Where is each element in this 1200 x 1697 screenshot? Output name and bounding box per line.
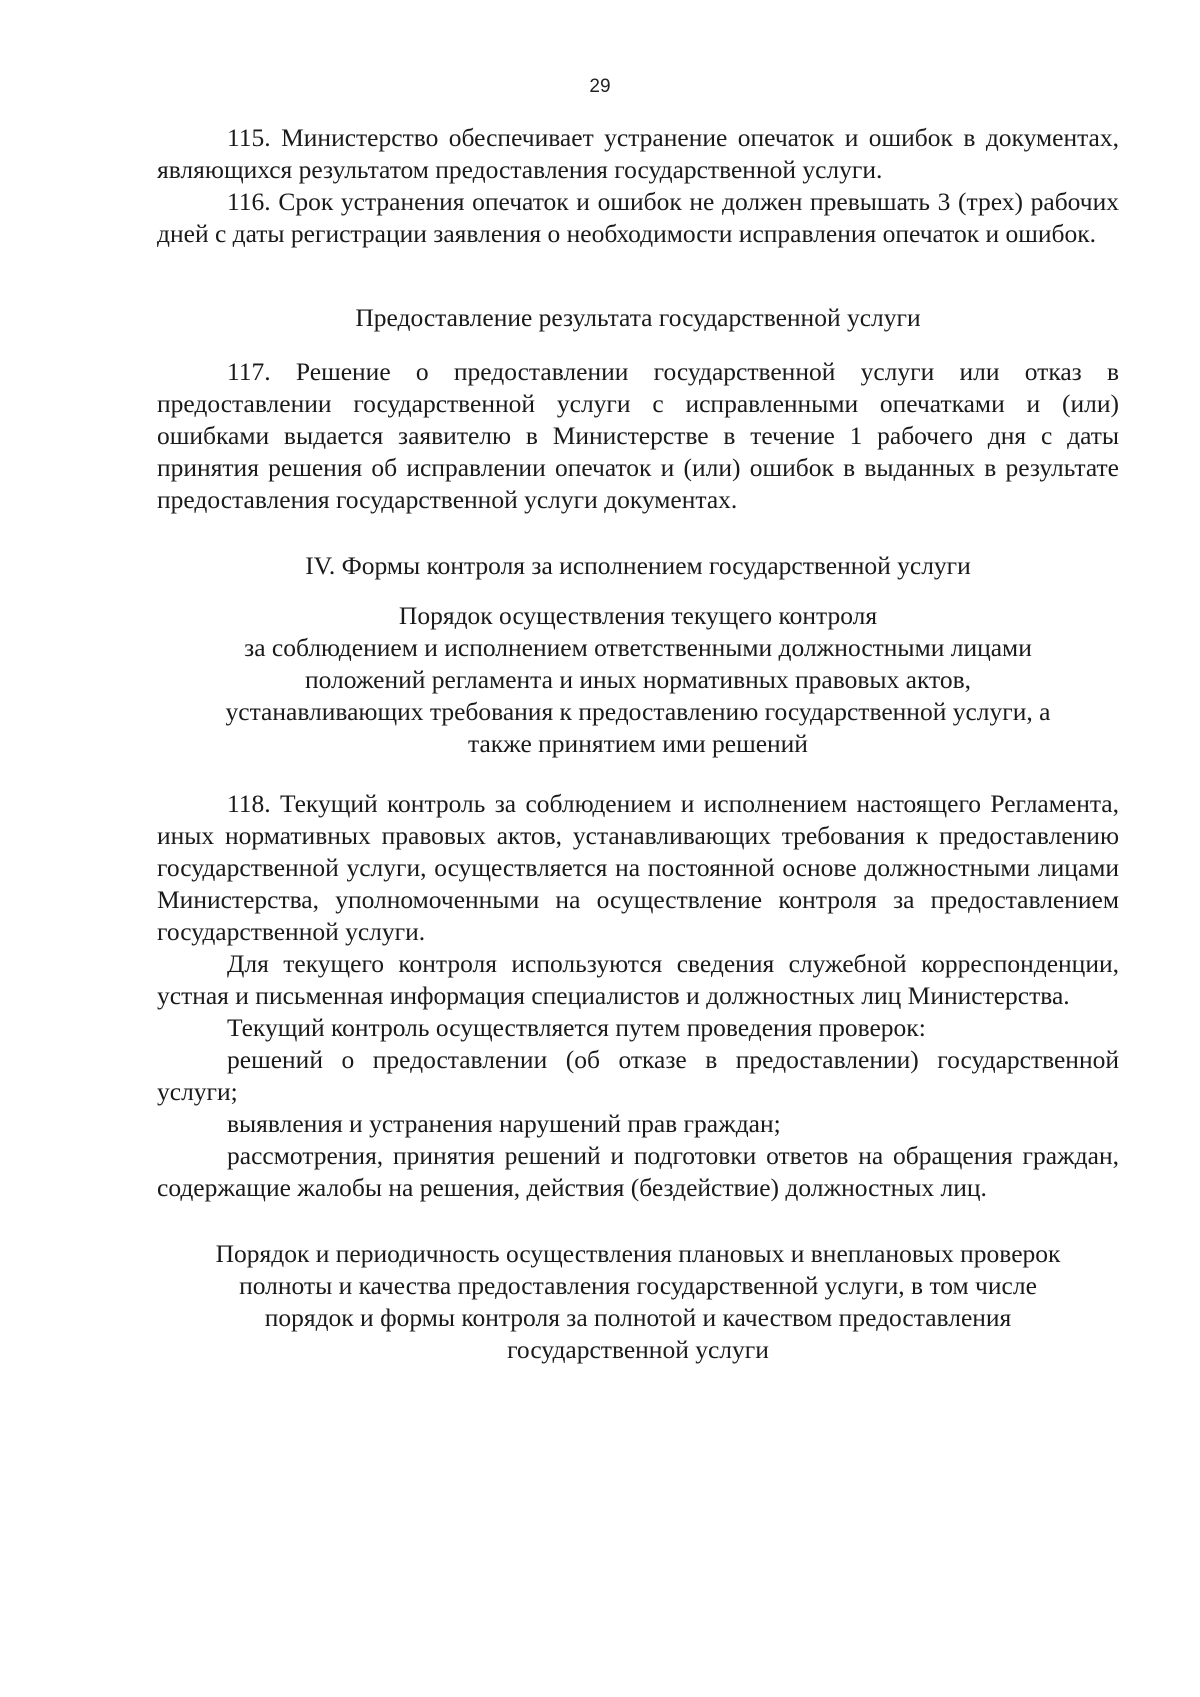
subheading-line: полноты и качества предоставления государственной услуги, в том числе [239,1271,1037,1300]
section-iv-title: IV. Формы контроля за исполнением государственной услуги [305,551,971,580]
spacer [157,1204,1119,1238]
paragraph-checks-intro: Текущий контроль осуществляется путем проведения проверок: [227,1013,926,1042]
paragraph-117: 117. Решение о предоставлении государственной услуги или отказ в предоставлении государственной услуги с исправленными опечатками и (или) ошибками выдается заявителю в Министерстве в течение 1 рабочего дня с даты принятия решения об исправлении опечаток и (или) ошибок в выданных в результате предоставления государственной услуги документах. [157,357,1119,514]
subheading-current-control [157,600,1119,760]
spacer [157,516,1119,550]
subheading-line: положений регламента и иных нормативных правовых актов, [304,665,971,694]
spacer [157,250,1119,302]
subheading-line: устанавливающих требования к предоставлению государственной услуги, а [225,697,1051,726]
check-item: рассмотрения, принятия решений и подготовки ответов на обращения граждан, содержащие жалобы на решения, действия (бездействие) должностных лиц. [157,1141,1119,1202]
subheading-line: за соблюдением и исполнением ответственными должностными лицами [244,633,1032,662]
paragraph-115: 115. Министерство обеспечивает устранение опечаток и ошибок в документах, являющихся результатом предоставления государственной услуги. [157,123,1119,184]
page-content [157,122,1119,1366]
subheading-planned-checks [157,1238,1119,1366]
check-item: выявления и устранения нарушений прав граждан; [227,1109,781,1138]
paragraph-118: 118. Текущий контроль за соблюдением и исполнением настоящего Регламента, иных нормативных правовых актов, устанавливающих требования к предоставлению государственной услуги, осуществляется на постоянной основе должностными лицами Министерства, уполномоченными на осуществление контроля за предоставлением государственной услуги. [157,789,1119,946]
subheading-line: также принятием ими решений [468,729,808,758]
subheading-line: государственной услуги [507,1335,769,1364]
subheading-line: Порядок и периодичность осуществления плановых и внеплановых проверок [215,1239,1061,1268]
page-number: 29 [589,76,611,97]
paragraph-116: 116. Срок устранения опечаток и ошибок не должен превышать 3 (трех) рабочих дней с даты регистрации заявления о необходимости исправления опечаток и ошибок. [157,187,1119,248]
subheading-line: порядок и формы контроля за полнотой и качеством предоставления [264,1303,1012,1332]
heading-result-provision: Предоставление результата государственной услуги [355,303,921,332]
subheading-line: Порядок осуществления текущего контроля [398,601,878,630]
paragraph-control-sources: Для текущего контроля используются сведения служебной корреспонденции, устная и письменная информация специалистов и должностных лиц Министерства. [157,949,1119,1010]
check-item: решений о предоставлении (об отказе в предоставлении) государственной услуги; [157,1045,1119,1106]
